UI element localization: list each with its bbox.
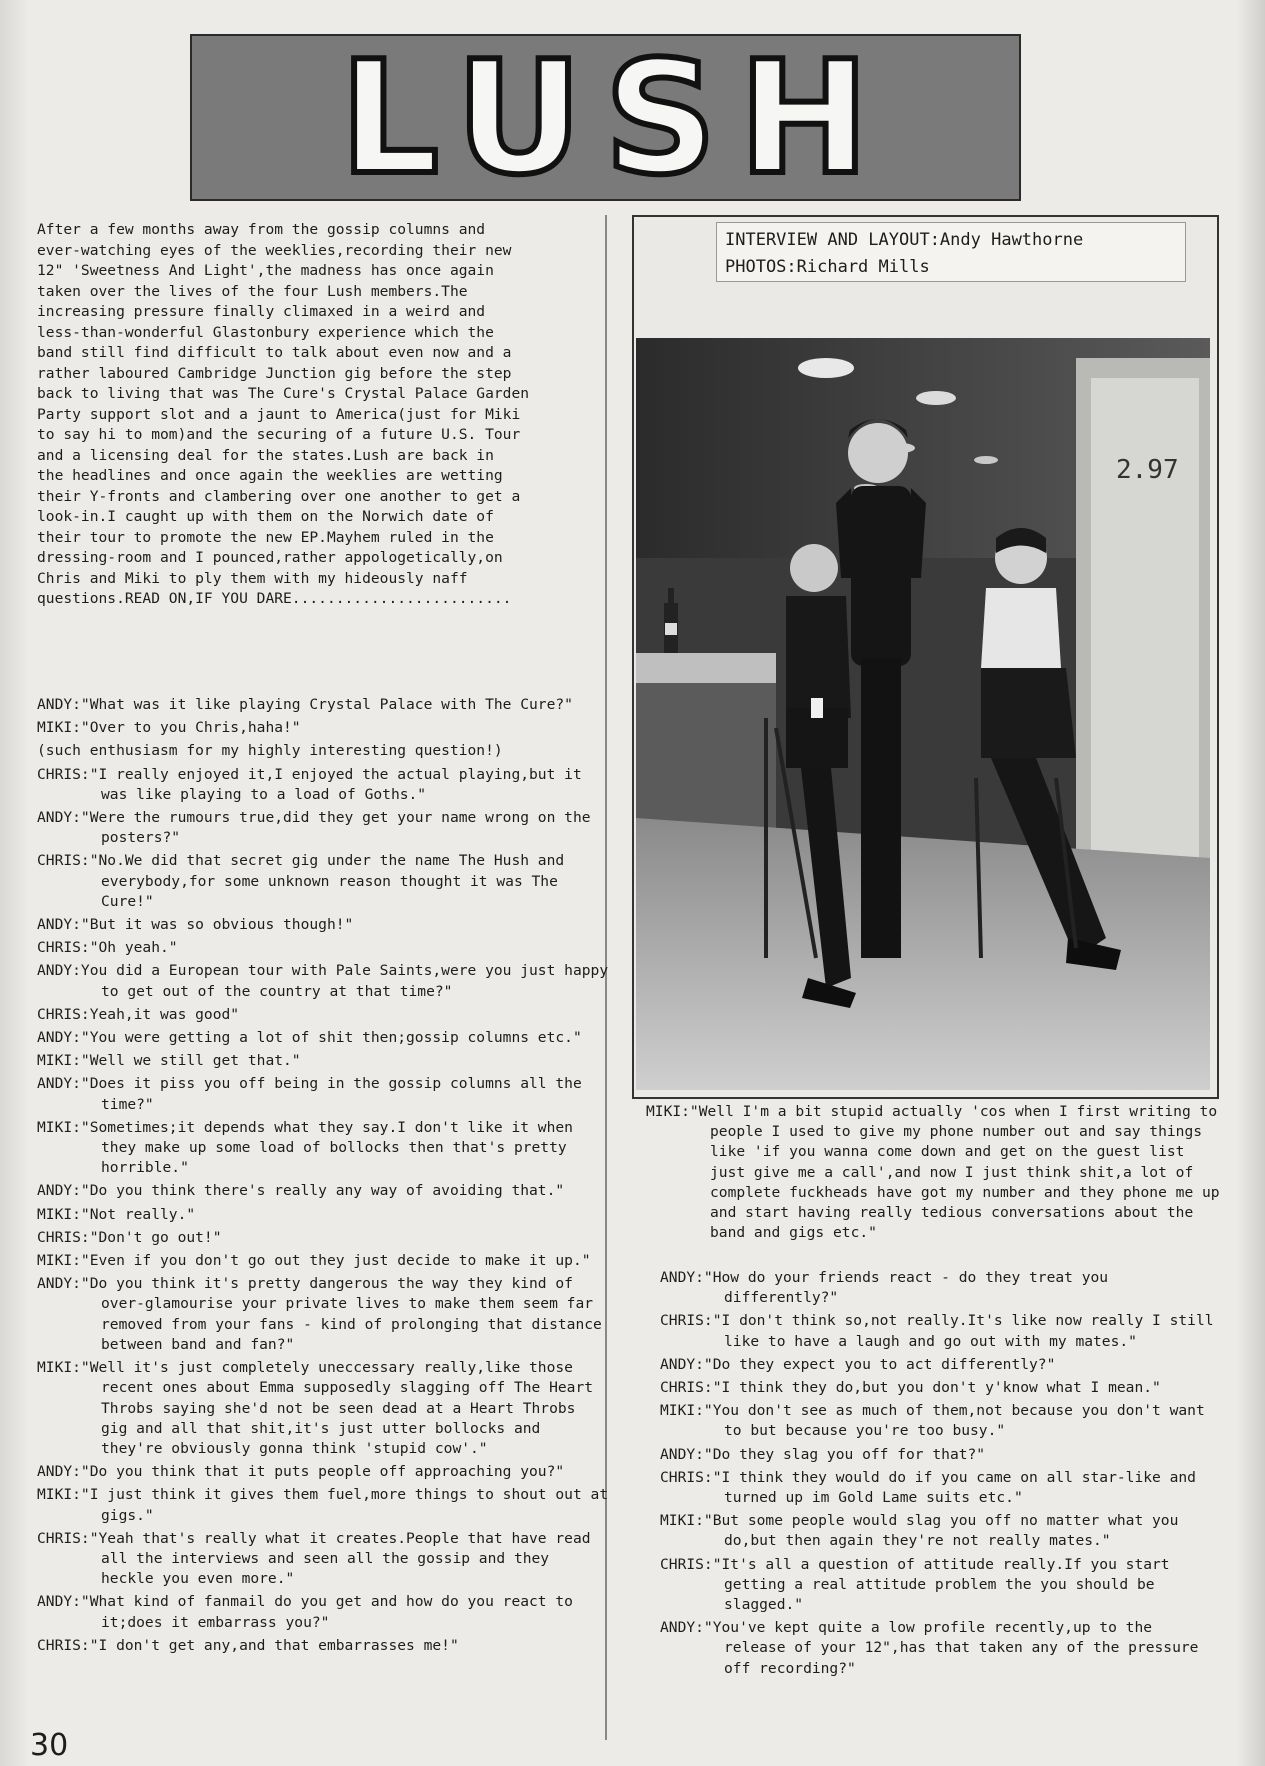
dialogue-line: CHRIS:"I don't get any,and that embarrasses me!" (37, 1636, 459, 1654)
dialogue-line: ANDY:"How do your friends react - do they treat you differently?" (660, 1269, 1109, 1307)
wall-number: 2.97 (1116, 455, 1179, 485)
dialogue-line: CHRIS:Yeah,it was good" (37, 1005, 240, 1023)
right-dialogue-photo-caption (646, 1102, 1221, 1246)
dialogue-line: ANDY:"What was it like playing Crystal Palace with The Cure?" (37, 696, 573, 713)
dialogue-line: ANDY:"What kind of fanmail do you get and how do you react to it;does it embarrass you?" (37, 1593, 573, 1631)
dialogue-line: MIKI:"Sometimes;it depends what they say.I don't like it when they make up some load of bollocks then that's pretty horrible." (37, 1118, 573, 1177)
dialogue-line: ANDY:"Do they expect you to act differently?" (660, 1355, 1056, 1373)
dialogue-line: ANDY:You did a European tour with Pale Saints,were you just happy to get out of the country at that time?" (37, 962, 609, 1000)
dialogue-line: ANDY:"Does it piss you off being in the gossip columns all the time?" (37, 1075, 582, 1113)
dialogue-line: CHRIS:"Yeah that's really what it creates.People that have read all the interviews and seen all the gossip and they heckle you even more." (37, 1529, 591, 1588)
dialogue-aside: (such enthusiasm for my highly interesting question!) (37, 742, 503, 760)
dialogue-line: ANDY:"Do they slag you off for that?" (660, 1445, 986, 1463)
dialogue-line: MIKI:"Even if you don't go out they just decide to make it up." (37, 1252, 591, 1270)
band-photo (636, 338, 1210, 1090)
dialogue-line: ANDY:"Do you think there's really any way of avoiding that." (37, 1182, 565, 1200)
dialogue-line: CHRIS:"I don't think so,not really.It's like now really I still like to have a laugh and go out with my mates." (660, 1312, 1214, 1350)
dialogue-line: MIKI:"I just think it gives them fuel,more things to shout out at gigs." (37, 1486, 609, 1524)
dialogue-line: CHRIS:"Oh yeah." (37, 939, 178, 957)
intro-paragraph: After a few months away from the gossip columns and ever-watching eyes of the weeklies,recording their new 12" 'Sweetness And Light',the madness has once again taken over the lives of the four Lush members.The increasing pressure finally climaxed in a weird and less-than-wonderful Glastonbury experience which the band still find difficult to talk about even now and a rather laboured Cambridge Junction gig before the step back to living that was The Cure's Crystal Palace Garden Party support slot and a jaunt to America(just for Miki to say hi to mom)and the securing of a future U.S. Tour and a licensing deal for the states.Lush are back in the headlines and once again the weeklies are wetting their Y-fronts and clambering over one another to get a look-in.I caught up with them on the Norwich date of their tour to promote the new EP.Mayhem ruled in the dressing-room and I pounced,rather appologetically,on Chris and Miki to ply them with my hideously naff questions.READ ON,IF YOU DARE......................... (37, 221, 530, 607)
dialogue-line: MIKI:"Well I'm a bit stupid actually 'cos when I first writing to people I used to give my phone number out and say things like 'if you wanna come down and get on the guest list just give me a call',and now I just think shit,a lot of complete fuckheads have got my number and they phone me up and start having really tedious conversations about the band and gigs etc." (646, 1103, 1220, 1242)
dialogue-line: CHRIS:"I think they do,but you don't y'know what I mean." (660, 1379, 1161, 1397)
dialogue-line: MIKI:"But some people would slag you off no matter what you do,but then again they're not really mates." (660, 1512, 1179, 1550)
dialogue-line: MIKI:"Well it's just completely uneccessary really,like those recent ones about Emma supposedly slagging off The Heart Throbs saying she'd not be seen dead at a Heart Throbs gig and all that shit,it's just utter bollocks and they're obviously gonna think 'stupid cow'." (37, 1359, 594, 1457)
dialogue-line: CHRIS:"It's all a question of attitude really.If you start getting a real attitude problem the you should be slagged." (660, 1555, 1170, 1614)
page-title: LUSH (339, 26, 892, 209)
dialogue-line: CHRIS:"I really enjoyed it,I enjoyed the actual playing,but it was like playing to a load of Goths." (37, 765, 582, 803)
dialogue-line: CHRIS:"Don't go out!" (37, 1228, 222, 1246)
credits-interview: INTERVIEW AND LAYOUT:Andy Hawthorne (725, 230, 1084, 250)
left-dialogue-column (37, 695, 609, 1659)
right-dialogue-column (660, 1268, 1220, 1682)
dialogue-line: MIKI:"You don't see as much of them,not because you don't want to but because you're too busy." (660, 1402, 1205, 1440)
dialogue-line: ANDY:"Do you think that it puts people off approaching you?" (37, 1463, 565, 1481)
dialogue-line: ANDY:"Were the rumours true,did they get your name wrong on the posters?" (37, 809, 591, 847)
dialogue-line: MIKI:"Well we still get that." (37, 1052, 301, 1070)
dialogue-line: ANDY:"You were getting a lot of shit then;gossip columns etc." (37, 1029, 582, 1047)
page-number: 30 (30, 1728, 69, 1763)
title-banner (190, 26, 1021, 209)
credits-box (716, 222, 1186, 282)
dialogue-line: ANDY:"Do you think it's pretty dangerous the way they kind of over-glamourise your private lives to make them seem far removed from your fans - kind of prolonging that distance between band and fan?" (37, 1275, 602, 1353)
dialogue-line: ANDY:"You've kept quite a low profile recently,up to the release of your 12",has that taken any of the pressure off recording?" (660, 1619, 1199, 1677)
dialogue-line: CHRIS:"No.We did that secret gig under the name The Hush and everybody,for some unknown reason thought it was The Cure!" (37, 852, 565, 910)
credits-photos: PHOTOS:Richard Mills (725, 257, 930, 277)
dialogue-line: CHRIS:"I think they would do if you came on all star-like and turned up im Gold Lame suits etc." (660, 1468, 1196, 1507)
dialogue-line: MIKI:"Over to you Chris,haha!" (37, 719, 301, 737)
dialogue-line: ANDY:"But it was so obvious though!" (37, 916, 354, 934)
dialogue-line: MIKI:"Not really." (37, 1205, 196, 1223)
